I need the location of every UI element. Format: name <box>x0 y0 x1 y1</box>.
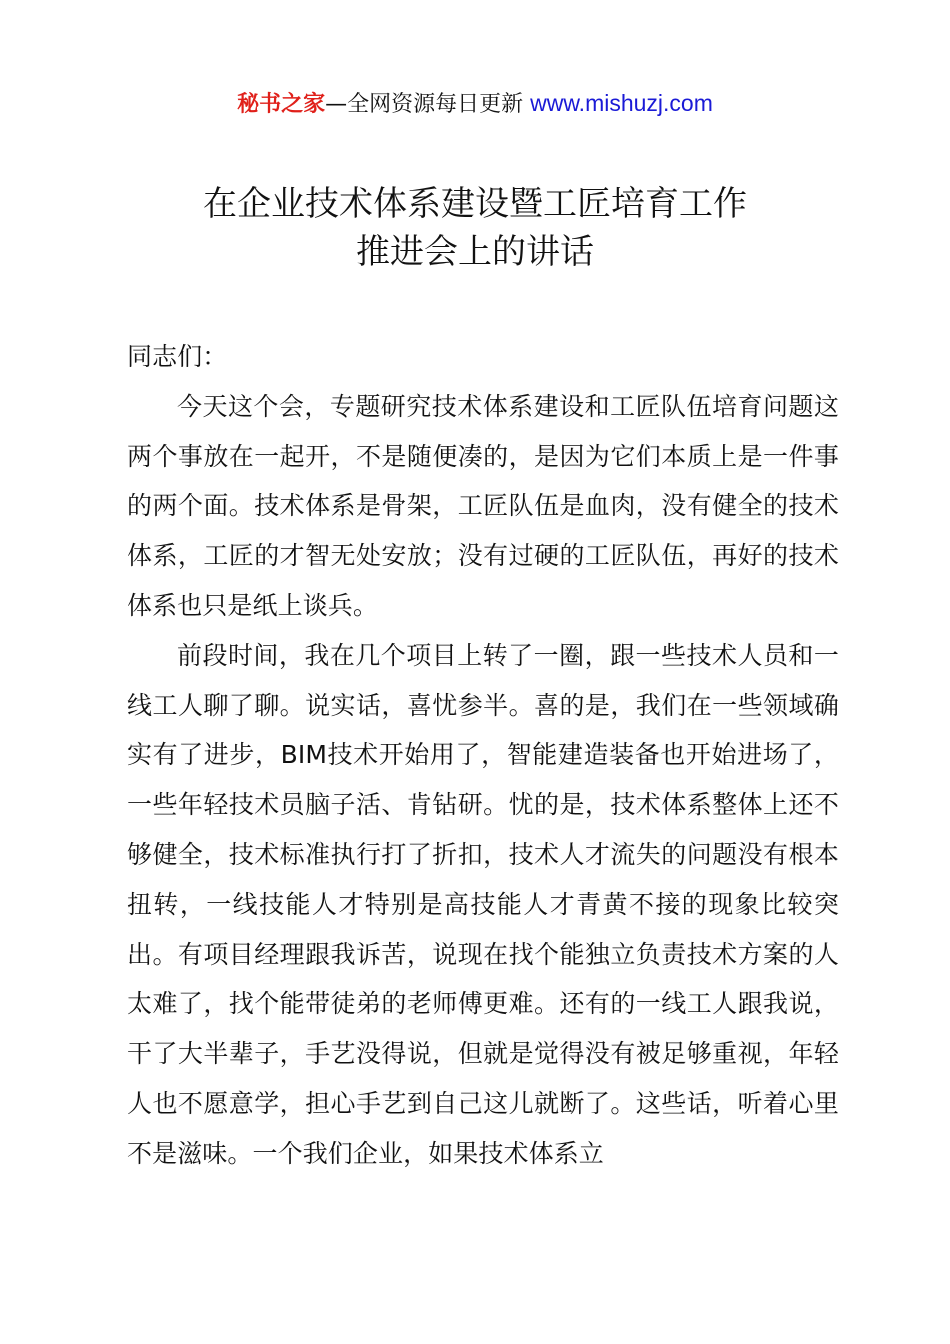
document-title <box>0 180 950 276</box>
site-url-link[interactable]: www.mishuzj.com <box>530 90 713 116</box>
body-paragraph: 前段时间，我在几个项目上转了一圈，跟一些技术人员和一线工人聊了聊。说实话，喜忧参半。喜的是，我们在一些领域确实有了进步，BIM技术开始用了，智能建造装备也开始进场了，一些年轻技术员脑子活、肯钻研。忧的是，技术体系整体上还不够健全，技术标准执行打了折扣，技术人才流失的问题没有根本扭转，一线技能人才特别是高技能人才青黄不接的现象比较突出。有项目经理跟我诉苦，说现在找个能独立负责技术方案的人太难了，找个能带徒弟的老师傅更难。还有的一线工人跟我说，干了大半辈子，手艺没得说，但就是觉得没有被足够重视，年轻人也不愿意学，担心手艺到自己这儿就断了。这些话，听着心里不是滋味。一个我们企业，如果技术体系立 <box>127 640 839 1168</box>
body-paragraph: 今天这个会，专题研究技术体系建设和工匠队伍培育问题这两个事放在一起开，不是随便凑的，是因为它们本质上是一件事的两个面。技术体系是骨架，工匠队伍是血肉，没有健全的技术体系，工匠的才智无处安放；没有过硬的工匠队伍，再好的技术体系也只是纸上谈兵。 <box>127 391 839 620</box>
salutation: 同志们： <box>127 342 228 371</box>
title-line-1: 在企业技术体系建设暨工匠培育工作 <box>203 184 747 224</box>
site-header <box>0 86 950 122</box>
title-line-2: 推进会上的讲话 <box>356 232 594 272</box>
document-body <box>127 332 839 1179</box>
header-tagline: —全网资源每日更新 <box>325 92 524 117</box>
brand-name: 秘书之家 <box>237 92 326 117</box>
